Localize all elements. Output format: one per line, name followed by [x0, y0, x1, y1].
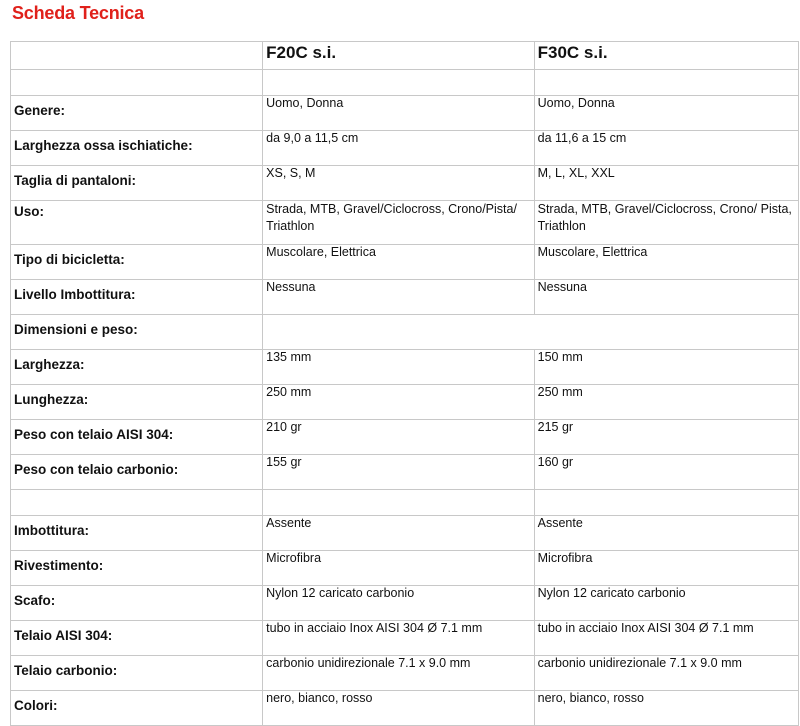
row-value-f20c: carbonio unidirezionale 7.1 x 9.0 mm: [263, 656, 534, 691]
row-value-f30c: Assente: [534, 516, 798, 551]
table-row: [11, 280, 799, 315]
page-title: Scheda Tecnica: [12, 3, 144, 23]
section-label: Dimensioni e peso:: [11, 315, 263, 350]
row-value-f30c: Microfibra: [534, 551, 798, 586]
table-row: [11, 131, 799, 166]
row-value-f30c: Nessuna: [534, 280, 798, 315]
spacer-row: [11, 70, 799, 96]
row-label: Lunghezza:: [11, 385, 263, 420]
table-header-row: [11, 42, 799, 70]
row-value-f30c: carbonio unidirezionale 7.1 x 9.0 mm: [534, 656, 798, 691]
table-row: [11, 166, 799, 201]
row-label: Peso con telaio carbonio:: [11, 455, 263, 490]
row-value-f30c: Strada, MTB, Gravel/Ciclocross, Crono/ Pista, Triathlon: [534, 201, 798, 245]
row-value-f30c: M, L, XL, XXL: [534, 166, 798, 201]
row-value-f20c: Assente: [263, 516, 534, 551]
header-cell-f30c: F30C s.i.: [534, 42, 798, 70]
row-value-f20c: da 9,0 a 11,5 cm: [263, 131, 534, 166]
table-row: [11, 551, 799, 586]
row-value-f30c: Nylon 12 caricato carbonio: [534, 586, 798, 621]
table-row: [11, 691, 799, 726]
row-value-f30c: nero, bianco, rosso: [534, 691, 798, 726]
row-label: Livello Imbottitura:: [11, 280, 263, 315]
section-row: [11, 315, 799, 350]
table-row: [11, 455, 799, 490]
spacer-row: [11, 490, 799, 516]
row-label: Rivestimento:: [11, 551, 263, 586]
spacer-cell: [263, 490, 534, 516]
row-label: Tipo di bicicletta:: [11, 245, 263, 280]
row-value-f30c: 250 mm: [534, 385, 798, 420]
row-value-f30c: 215 gr: [534, 420, 798, 455]
row-value-f20c: 250 mm: [263, 385, 534, 420]
table-row: [11, 621, 799, 656]
row-value-f20c: 135 mm: [263, 350, 534, 385]
table-row: [11, 420, 799, 455]
row-value-f20c: tubo in acciaio Inox AISI 304 Ø 7.1 mm: [263, 621, 534, 656]
table-row: [11, 350, 799, 385]
header-cell-label: [11, 42, 263, 70]
spacer-cell: [263, 70, 534, 96]
row-value-f30c: Muscolare, Elettrica: [534, 245, 798, 280]
spec-table: [10, 41, 799, 726]
spacer-cell: [11, 70, 263, 96]
row-value-f30c: 160 gr: [534, 455, 798, 490]
row-value-f30c: Uomo, Donna: [534, 96, 798, 131]
row-value-f20c: Microfibra: [263, 551, 534, 586]
row-label: Telaio carbonio:: [11, 656, 263, 691]
table-row: [11, 385, 799, 420]
row-value-f20c: Nessuna: [263, 280, 534, 315]
row-label: Peso con telaio AISI 304:: [11, 420, 263, 455]
row-value-f20c: 210 gr: [263, 420, 534, 455]
row-value-f20c: Nylon 12 caricato carbonio: [263, 586, 534, 621]
row-label: Imbottitura:: [11, 516, 263, 551]
spacer-cell: [11, 490, 263, 516]
section-value: [263, 315, 799, 350]
row-value-f20c: XS, S, M: [263, 166, 534, 201]
table-row: [11, 96, 799, 131]
row-value-f20c: Uomo, Donna: [263, 96, 534, 131]
row-value-f30c: da 11,6 a 15 cm: [534, 131, 798, 166]
table-row: [11, 516, 799, 551]
row-value-f20c: 155 gr: [263, 455, 534, 490]
row-value-f20c: Strada, MTB, Gravel/Ciclocross, Crono/Pista/ Triathlon: [263, 201, 534, 245]
header-cell-f20c: F20C s.i.: [263, 42, 534, 70]
row-label: Larghezza:: [11, 350, 263, 385]
row-value-f20c: Muscolare, Elettrica: [263, 245, 534, 280]
spacer-cell: [534, 70, 798, 96]
table-row: [11, 245, 799, 280]
table-row: [11, 656, 799, 691]
row-label: Genere:: [11, 96, 263, 131]
row-value-f30c: 150 mm: [534, 350, 798, 385]
row-label: Colori:: [11, 691, 263, 726]
row-label: Taglia di pantaloni:: [11, 166, 263, 201]
table-row: [11, 201, 799, 245]
row-label: Uso:: [11, 201, 263, 245]
row-value-f20c: nero, bianco, rosso: [263, 691, 534, 726]
table-row: [11, 586, 799, 621]
row-value-f30c: tubo in acciaio Inox AISI 304 Ø 7.1 mm: [534, 621, 798, 656]
row-label: Telaio AISI 304:: [11, 621, 263, 656]
spacer-cell: [534, 490, 798, 516]
row-label: Larghezza ossa ischiatiche:: [11, 131, 263, 166]
row-label: Scafo:: [11, 586, 263, 621]
